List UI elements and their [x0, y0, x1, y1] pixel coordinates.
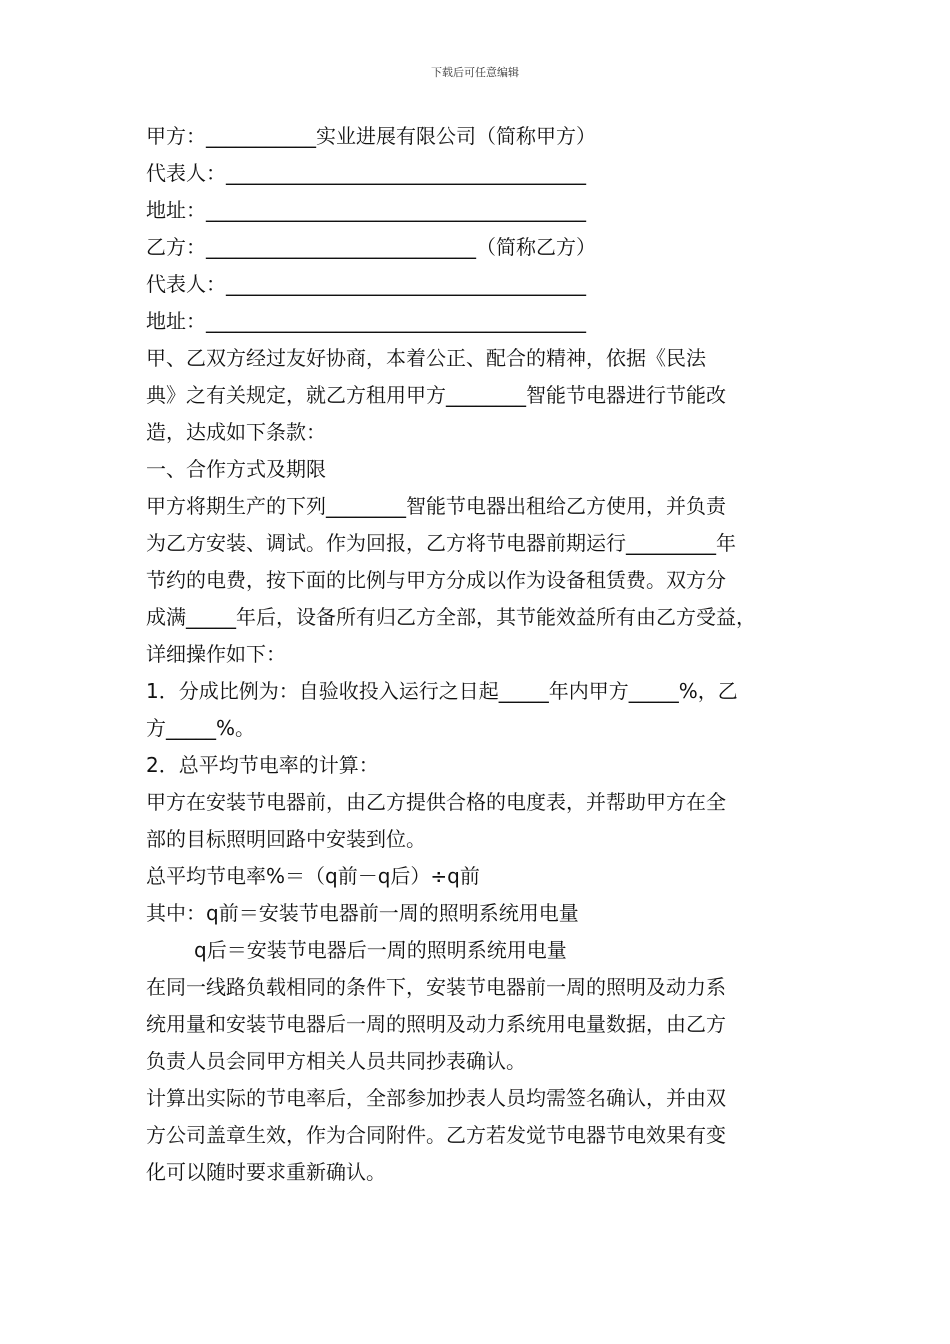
formula-definition-2: q后＝安装节电器后一周的照明系统用电量	[194, 938, 567, 962]
intro-line-1: 甲、乙双方经过友好协商，本着公正、配合的精神，依据《民法	[146, 346, 706, 370]
intro-line-2: 典》之有关规定，就乙方租用甲方________智能节电器进行节能改	[146, 383, 726, 407]
item-2-line-2: 部的目标照明回路中安装到位。	[146, 827, 426, 851]
confirm-line-1: 计算出实际的节电率后，全部参加抄表人员均需签名确认，并由双	[146, 1086, 726, 1110]
formula-definition-1: 其中：q前＝安装节电器前一周的照明系统用电量	[146, 901, 579, 925]
intro-line-3: 造，达成如下条款：	[146, 420, 326, 444]
section-1-line-3: 节约的电费，按下面的比例与甲方分成以作为设备租赁费。双方分	[146, 568, 726, 592]
section-1-line-2: 为乙方安装、调试。作为回报，乙方将节电器前期运行_________年	[146, 531, 736, 555]
section-1-line-1: 甲方将期生产的下列________智能节电器出租给乙方使用，并负责	[146, 494, 726, 518]
condition-line-2: 统用量和安装节电器后一周的照明及动力系统用电量数据，由乙方	[146, 1012, 726, 1036]
party-b-line: 乙方：___________________________（简称乙方）	[146, 235, 596, 259]
party-a-address: 地址：______________________________________	[146, 198, 586, 222]
section-heading-1: 一、合作方式及期限	[146, 457, 326, 481]
party-b-representative: 代表人：____________________________________	[146, 272, 586, 296]
item-2-line-1: 甲方在安装节电器前，由乙方提供合格的电度表，并帮助甲方在全	[146, 790, 726, 814]
party-b-address: 地址：______________________________________	[146, 309, 586, 333]
section-1-line-5: 详细操作如下：	[146, 642, 286, 666]
party-a-representative: 代表人：____________________________________	[146, 161, 586, 185]
page-header: 下载后可任意编辑	[431, 66, 519, 79]
party-a-line: 甲方：___________实业进展有限公司（简称甲方）	[146, 124, 596, 148]
condition-line-3: 负责人员会同甲方相关人员共同抄表确认。	[146, 1049, 526, 1073]
condition-line-1: 在同一线路负载相同的条件下，安装节电器前一周的照明及动力系	[146, 975, 726, 999]
section-1-line-4: 成满_____年后，设备所有归乙方全部，其节能效益所有由乙方受益，	[146, 605, 756, 629]
item-2-heading: 2．总平均节电率的计算：	[146, 753, 379, 777]
formula-line: 总平均节电率%＝（q前－q后）÷q前	[146, 864, 480, 888]
confirm-line-3: 化可以随时要求重新确认。	[146, 1160, 386, 1184]
contract-body	[146, 118, 826, 1191]
item-1-line-2: 方_____%。	[146, 716, 256, 740]
confirm-line-2: 方公司盖章生效，作为合同附件。乙方若发觉节电器节电效果有变	[146, 1123, 726, 1147]
item-1-line-1: 1．分成比例为：自验收投入运行之日起_____年内甲方_____%，乙	[146, 679, 738, 703]
